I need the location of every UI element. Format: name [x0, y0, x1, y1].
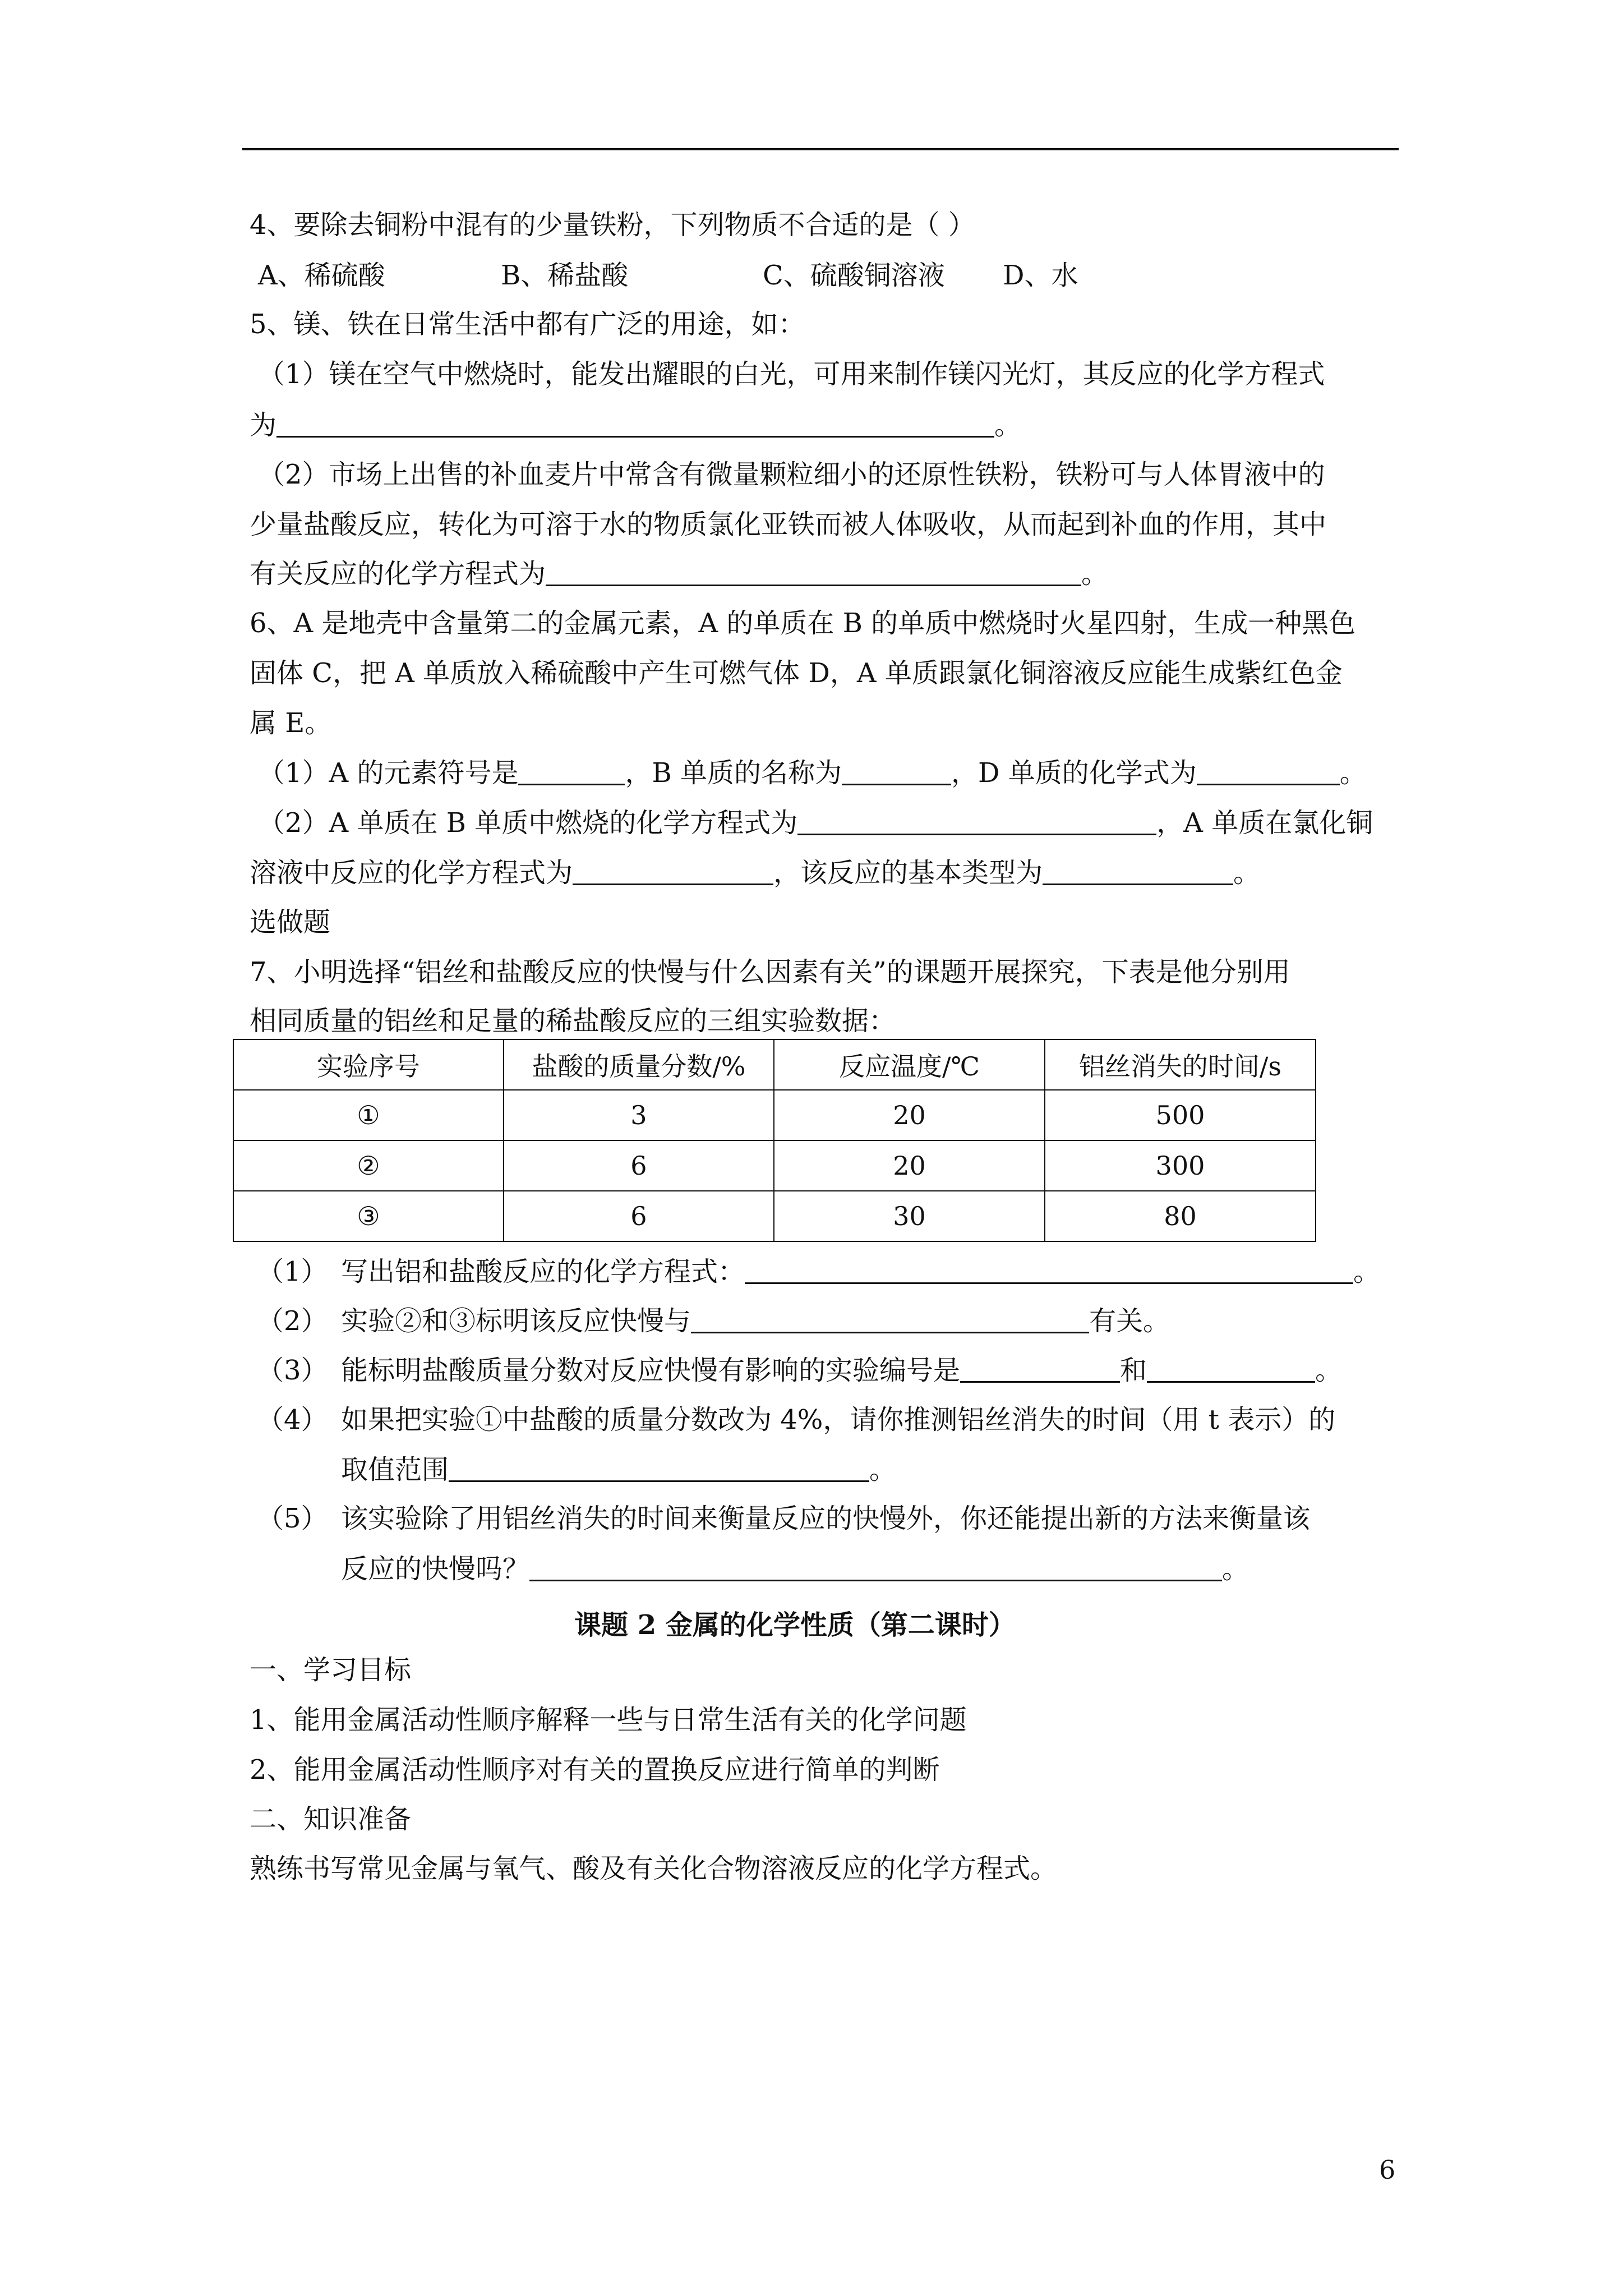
- q4-option-c: C、硫酸铜溶液: [763, 260, 945, 291]
- table-header-row: [233, 1039, 1316, 1090]
- q7-sub5-line1: 该实验除了用铝丝消失的时间来衡量反应的快慢外，你还能提出新的方法来衡量该: [341, 1503, 1311, 1534]
- table-row: [233, 1090, 1316, 1140]
- q5-p2-line2: 少量盐酸反应，转化为可溶于水的物质氯化亚铁而被人体吸收，从而起到补血的作用，其中: [250, 509, 1327, 540]
- q7-sub5: [257, 1501, 1310, 1536]
- section-heading-prep: 二、知识准备: [250, 1803, 412, 1835]
- table-row: [233, 1140, 1316, 1191]
- section-heading-goals: 一、学习目标: [250, 1654, 412, 1686]
- table-cell: 3: [504, 1090, 774, 1140]
- q6-line3: 属 E。: [250, 707, 332, 739]
- table-header: 反应温度/℃: [774, 1039, 1045, 1090]
- q4-option-d: D、水: [1003, 260, 1078, 291]
- answer-blank[interactable]: [518, 758, 625, 785]
- sub-number: （1）: [257, 1256, 328, 1287]
- q6-p2-line1: [258, 806, 1373, 840]
- period: 。: [1315, 1355, 1343, 1386]
- q6-line1: 6、A 是地壳中含量第二的金属元素，A 的单质在 B 的单质中燃烧时火星四射，生成一种黑色: [250, 608, 1356, 639]
- answer-blank[interactable]: [1197, 758, 1340, 785]
- q5-p2-prefix: 有关反应的化学方程式为: [250, 558, 546, 590]
- page-number: 6: [1379, 2155, 1396, 2185]
- table-row: [233, 1191, 1316, 1241]
- table-cell: ③: [233, 1191, 504, 1241]
- table-cell: ②: [233, 1140, 504, 1191]
- q7-line2: 相同质量的铝丝和足量的稀盐酸反应的三组实验数据：: [250, 1005, 896, 1037]
- q5-stem: 5、镁、铁在日常生活中都有广泛的用途，如：: [250, 309, 805, 340]
- period: 。: [1233, 857, 1261, 889]
- q5-p1-prefix: 为: [250, 409, 277, 441]
- sub-number: （5）: [257, 1503, 328, 1534]
- sub-number: （2）: [257, 1305, 328, 1337]
- goal-item: 1、能用金属活动性顺序解释一些与日常生活有关的化学问题: [250, 1704, 967, 1736]
- table-header: 实验序号: [233, 1039, 504, 1090]
- answer-blank[interactable]: [529, 1554, 1222, 1581]
- q7-sub3-b: 和: [1120, 1355, 1147, 1386]
- answer-blank[interactable]: [1147, 1355, 1315, 1383]
- q7-sub2-a: 实验②和③标明该反应快慢与: [341, 1305, 691, 1337]
- q4-option-a: A、稀硫酸: [258, 260, 385, 291]
- q7-sub3-a: 能标明盐酸质量分数对反应快慢有影响的实验编号是: [341, 1355, 961, 1386]
- table-header: 铝丝消失的时间/s: [1045, 1039, 1316, 1090]
- answer-blank[interactable]: [1043, 858, 1233, 885]
- q7-sub4-line1: 如果把实验①中盐酸的质量分数改为 4%，请你推测铝丝消失的时间（用 t 表示）的: [341, 1404, 1336, 1435]
- q6-p1-b: ，B 单质的名称为: [625, 757, 842, 789]
- period: 。: [1081, 558, 1109, 590]
- period: 。: [1353, 1256, 1381, 1287]
- q7-sub5-text: 反应的快慢吗？: [341, 1553, 530, 1585]
- period: 。: [869, 1454, 897, 1485]
- table-cell: 300: [1045, 1140, 1316, 1191]
- answer-blank[interactable]: [797, 808, 1156, 835]
- q7-sub2: [257, 1304, 1170, 1338]
- q5-p1-line1: （1）镁在空气中燃烧时，能发出耀眼的白光，可用来制作镁闪光灯，其反应的化学方程式: [258, 358, 1325, 390]
- q5-p2-line3: [250, 556, 1108, 591]
- q5-p1-line2: [250, 408, 1021, 443]
- q6-line2: 固体 C，把 A 单质放入稀硫酸中产生可燃气体 D，A 单质跟氯化铜溶液反应能生成紫红色金: [250, 657, 1343, 689]
- answer-blank[interactable]: [960, 1355, 1120, 1383]
- q7-sub5-line2: [341, 1552, 1249, 1586]
- q6-p2-a: （2）A 单质在 B 单质中燃烧的化学方程式为: [258, 807, 798, 839]
- q7-sub4: [257, 1402, 1335, 1437]
- period: 。: [1222, 1553, 1249, 1585]
- q6-p1-c: ，D 单质的化学式为: [951, 757, 1197, 789]
- header-rule: [242, 148, 1399, 150]
- q4-option-b: B、稀盐酸: [501, 260, 629, 291]
- q6-p2-c: 溶液中反应的化学方程式为: [250, 857, 573, 889]
- period: 。: [994, 409, 1022, 441]
- table-cell: 6: [504, 1140, 774, 1191]
- table-cell: 80: [1045, 1191, 1316, 1241]
- q7-sub4-text: 取值范围: [341, 1454, 449, 1485]
- table-cell: 20: [774, 1140, 1045, 1191]
- q7-line1: 7、小明选择“铝丝和盐酸反应的快慢与什么因素有关”的课题开展探究，下表是他分别用: [250, 956, 1290, 988]
- answer-blank[interactable]: [573, 858, 773, 885]
- answer-blank[interactable]: [691, 1306, 1089, 1333]
- q6-p1: [258, 756, 1367, 790]
- experiment-table: [233, 1039, 1316, 1242]
- answer-blank[interactable]: [449, 1455, 869, 1482]
- sub-number: （3）: [257, 1355, 328, 1386]
- q6-p2-b: ，A 单质在氯化铜: [1156, 807, 1373, 839]
- answer-blank[interactable]: [745, 1257, 1353, 1284]
- q6-p2-line2: [250, 855, 1260, 890]
- q7-sub1-text: 写出铝和盐酸反应的化学方程式：: [341, 1256, 745, 1287]
- table-cell: 20: [774, 1090, 1045, 1140]
- answer-blank[interactable]: [546, 559, 1081, 586]
- q5-p2-line1: （2）市场上出售的补血麦片中常含有微量颗粒细小的还原性铁粉，铁粉可与人体胃液中的: [258, 459, 1325, 490]
- table-header: 盐酸的质量分数/%: [504, 1039, 774, 1090]
- table-cell: 500: [1045, 1090, 1316, 1140]
- q4-stem: 4、要除去铜粉中混有的少量铁粉，下列物质不合适的是（ ）: [250, 209, 975, 241]
- goal-item: 2、能用金属活动性顺序对有关的置换反应进行简单的判断: [250, 1754, 940, 1786]
- answer-blank[interactable]: [276, 410, 994, 438]
- q4-options: [258, 258, 1078, 293]
- optional-label: 选做题: [250, 907, 331, 938]
- lesson-title: 课题 2 金属的化学性质（第二课时）: [574, 1609, 1016, 1641]
- q7-sub1: [257, 1254, 1380, 1289]
- prep-text: 熟练书写常见金属与氧气、酸及有关化合物溶液反应的化学方程式。: [250, 1853, 1058, 1884]
- q6-p1-a: （1）A 的元素符号是: [258, 757, 519, 789]
- q6-p2-d: ，该反应的基本类型为: [773, 857, 1043, 889]
- q7-sub4-line2: [341, 1452, 896, 1487]
- q7-sub2-b: 有关。: [1089, 1305, 1170, 1337]
- sub-number: （4）: [257, 1404, 328, 1435]
- table-cell: ①: [233, 1090, 504, 1140]
- answer-blank[interactable]: [842, 758, 951, 785]
- q7-sub3: [257, 1353, 1342, 1388]
- table-cell: 30: [774, 1191, 1045, 1241]
- period: 。: [1339, 757, 1367, 789]
- table-cell: 6: [504, 1191, 774, 1241]
